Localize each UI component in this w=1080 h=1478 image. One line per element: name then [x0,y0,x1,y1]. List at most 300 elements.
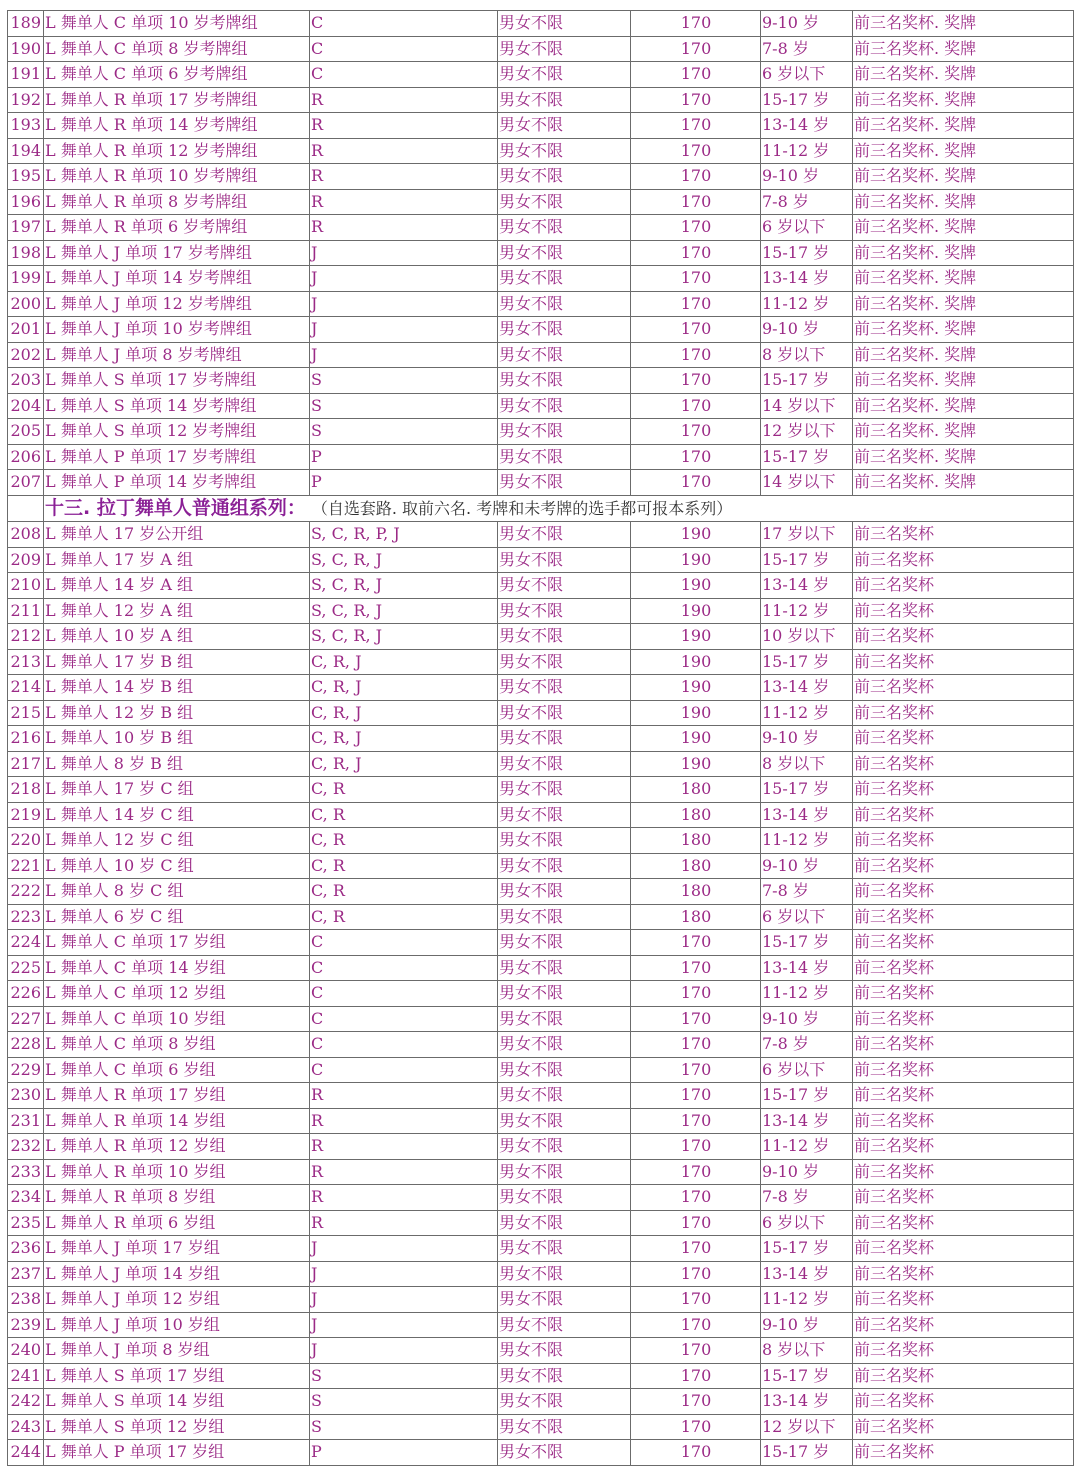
event-number-cell: 219 [8,802,44,828]
table-row [8,138,1074,164]
age-range-cell: 15-17 岁 [761,777,853,803]
award-cell: 前三名奖杯. 奖牌 [853,240,1074,266]
entry-fee-cell: 170 [631,368,761,394]
event-number-cell: 198 [8,240,44,266]
event-name-cell: L 舞单人 14 岁 C 组 [44,802,310,828]
award-cell: 前三名奖杯 [853,649,1074,675]
award-cell: 前三名奖杯 [853,1210,1074,1236]
dance-codes-cell: J [310,266,498,292]
gender-rule-cell: 男女不限 [498,955,631,981]
dance-codes-cell: R [310,215,498,241]
dance-codes-cell: J [310,1236,498,1262]
age-range-cell: 13-14 岁 [761,1108,853,1134]
entry-fee-cell: 170 [631,1363,761,1389]
award-cell: 前三名奖杯 [853,1032,1074,1058]
section-header [8,495,1074,522]
dance-codes-cell: C [310,1057,498,1083]
table-row [8,189,1074,215]
age-range-cell: 11-12 岁 [761,598,853,624]
entry-fee-cell: 170 [631,291,761,317]
event-name-cell: L 舞单人 C 单项 6 岁考牌组 [44,62,310,88]
event-number-cell: 226 [8,981,44,1007]
age-range-cell: 7-8 岁 [761,879,853,905]
entry-fee-cell: 170 [631,470,761,496]
age-range-cell: 6 岁以下 [761,215,853,241]
event-name-cell: L 舞单人 12 岁 C 组 [44,828,310,854]
dance-codes-cell: C, R [310,777,498,803]
event-name-cell: L 舞单人 R 单项 14 岁考牌组 [44,113,310,139]
dance-codes-cell: P [310,444,498,470]
event-name-cell: L 舞单人 J 单项 10 岁考牌组 [44,317,310,343]
age-range-cell: 13-14 岁 [761,113,853,139]
table-row [8,879,1074,905]
table-row [8,853,1074,879]
age-range-cell: 11-12 岁 [761,700,853,726]
event-number-cell: 231 [8,1108,44,1134]
table-row [8,1440,1074,1466]
age-range-cell: 15-17 岁 [761,930,853,956]
event-name-cell: L 舞单人 S 单项 17 岁组 [44,1363,310,1389]
table-row [8,598,1074,624]
dance-codes-cell: C, R, J [310,751,498,777]
event-rows-top [8,11,1074,496]
award-cell: 前三名奖杯 [853,853,1074,879]
entry-fee-cell: 190 [631,751,761,777]
dance-codes-cell: C, R, J [310,675,498,701]
event-name-cell: L 舞单人 8 岁 B 组 [44,751,310,777]
gender-rule-cell: 男女不限 [498,700,631,726]
table-row [8,904,1074,930]
award-cell: 前三名奖杯 [853,1236,1074,1262]
gender-rule-cell: 男女不限 [498,1032,631,1058]
award-cell: 前三名奖杯 [853,955,1074,981]
event-name-cell: L 舞单人 R 单项 6 岁组 [44,1210,310,1236]
award-cell: 前三名奖杯 [853,1261,1074,1287]
award-cell: 前三名奖杯 [853,675,1074,701]
entry-fee-cell: 170 [631,11,761,37]
dance-codes-cell: C, R [310,853,498,879]
gender-rule-cell: 男女不限 [498,1083,631,1109]
dance-codes-cell: S, C, R, J [310,624,498,650]
award-cell: 前三名奖杯 [853,1414,1074,1440]
dance-codes-cell: R [310,1210,498,1236]
dance-codes-cell: C [310,981,498,1007]
entry-fee-cell: 170 [631,138,761,164]
table-row [8,444,1074,470]
event-name-cell: L 舞单人 J 单项 12 岁组 [44,1287,310,1313]
event-number-cell: 223 [8,904,44,930]
age-range-cell: 15-17 岁 [761,649,853,675]
dance-codes-cell: S [310,1414,498,1440]
entry-fee-cell: 170 [631,393,761,419]
table-row [8,726,1074,752]
dance-codes-cell: C [310,955,498,981]
award-cell: 前三名奖杯 [853,1134,1074,1160]
dance-codes-cell: S [310,1363,498,1389]
event-name-cell: L 舞单人 C 单项 8 岁组 [44,1032,310,1058]
table-row [8,1261,1074,1287]
entry-fee-cell: 170 [631,981,761,1007]
dance-codes-cell: R [310,1108,498,1134]
gender-rule-cell: 男女不限 [498,87,631,113]
age-range-cell: 11-12 岁 [761,138,853,164]
event-number-cell: 242 [8,1389,44,1415]
gender-rule-cell: 男女不限 [498,1338,631,1364]
age-range-cell: 7-8 岁 [761,189,853,215]
section-blank-cell [8,495,44,522]
award-cell: 前三名奖杯 [853,1338,1074,1364]
gender-rule-cell: 男女不限 [498,1108,631,1134]
award-cell: 前三名奖杯 [853,1312,1074,1338]
award-cell: 前三名奖杯 [853,1389,1074,1415]
award-cell: 前三名奖杯. 奖牌 [853,36,1074,62]
award-cell: 前三名奖杯 [853,751,1074,777]
gender-rule-cell: 男女不限 [498,981,631,1007]
age-range-cell: 12 岁以下 [761,419,853,445]
award-cell: 前三名奖杯 [853,981,1074,1007]
table-row [8,828,1074,854]
event-number-cell: 222 [8,879,44,905]
gender-rule-cell: 男女不限 [498,649,631,675]
entry-fee-cell: 170 [631,342,761,368]
table-row [8,36,1074,62]
award-cell: 前三名奖杯. 奖牌 [853,342,1074,368]
dance-codes-cell: R [310,87,498,113]
dance-codes-cell: C [310,11,498,37]
event-number-cell: 234 [8,1185,44,1211]
age-range-cell: 9-10 岁 [761,164,853,190]
event-name-cell: L 舞单人 J 单项 14 岁组 [44,1261,310,1287]
table-row [8,1185,1074,1211]
age-range-cell: 15-17 岁 [761,1363,853,1389]
dance-codes-cell: R [310,1134,498,1160]
entry-fee-cell: 170 [631,87,761,113]
event-name-cell: L 舞单人 S 单项 12 岁考牌组 [44,419,310,445]
gender-rule-cell: 男女不限 [498,62,631,88]
award-cell: 前三名奖杯 [853,1159,1074,1185]
event-name-cell: L 舞单人 J 单项 12 岁考牌组 [44,291,310,317]
award-cell: 前三名奖杯 [853,700,1074,726]
age-range-cell: 7-8 岁 [761,36,853,62]
age-range-cell: 13-14 岁 [761,1389,853,1415]
award-cell: 前三名奖杯. 奖牌 [853,266,1074,292]
event-number-cell: 207 [8,470,44,496]
entry-fee-cell: 170 [631,317,761,343]
event-number-cell: 204 [8,393,44,419]
event-number-cell: 236 [8,1236,44,1262]
entry-fee-cell: 190 [631,573,761,599]
gender-rule-cell: 男女不限 [498,266,631,292]
event-number-cell: 230 [8,1083,44,1109]
table-row [8,547,1074,573]
entry-fee-cell: 170 [631,1261,761,1287]
entry-fee-cell: 170 [631,1057,761,1083]
event-number-cell: 209 [8,547,44,573]
dance-codes-cell: P [310,470,498,496]
table-row [8,1032,1074,1058]
table-row [8,981,1074,1007]
gender-rule-cell: 男女不限 [498,36,631,62]
event-name-cell: L 舞单人 J 单项 10 岁组 [44,1312,310,1338]
age-range-cell: 9-10 岁 [761,1006,853,1032]
event-number-cell: 215 [8,700,44,726]
table-row [8,291,1074,317]
event-number-cell: 241 [8,1363,44,1389]
table-row [8,1287,1074,1313]
event-name-cell: L 舞单人 14 岁 B 组 [44,675,310,701]
event-number-cell: 196 [8,189,44,215]
entry-fee-cell: 170 [631,1287,761,1313]
event-number-cell: 195 [8,164,44,190]
age-range-cell: 15-17 岁 [761,1236,853,1262]
gender-rule-cell: 男女不限 [498,624,631,650]
table-row [8,573,1074,599]
gender-rule-cell: 男女不限 [498,470,631,496]
table-row [8,87,1074,113]
table-row [8,675,1074,701]
table-row [8,266,1074,292]
event-number-cell: 197 [8,215,44,241]
award-cell: 前三名奖杯. 奖牌 [853,393,1074,419]
age-range-cell: 11-12 岁 [761,981,853,1007]
event-number-cell: 190 [8,36,44,62]
dance-codes-cell: C [310,1006,498,1032]
table-row [8,1236,1074,1262]
event-number-cell: 225 [8,955,44,981]
table-row [8,393,1074,419]
gender-rule-cell: 男女不限 [498,444,631,470]
entry-fee-cell: 170 [631,955,761,981]
table-row [8,470,1074,496]
event-name-cell: L 舞单人 R 单项 6 岁考牌组 [44,215,310,241]
event-name-cell: L 舞单人 8 岁 C 组 [44,879,310,905]
event-name-cell: L 舞单人 C 单项 6 岁组 [44,1057,310,1083]
dance-codes-cell: J [310,1312,498,1338]
award-cell: 前三名奖杯. 奖牌 [853,291,1074,317]
award-cell: 前三名奖杯. 奖牌 [853,138,1074,164]
event-number-cell: 210 [8,573,44,599]
award-cell: 前三名奖杯 [853,828,1074,854]
event-name-cell: L 舞单人 R 单项 12 岁考牌组 [44,138,310,164]
award-cell: 前三名奖杯 [853,522,1074,548]
event-number-cell: 228 [8,1032,44,1058]
age-range-cell: 14 岁以下 [761,393,853,419]
dance-codes-cell: C [310,930,498,956]
event-name-cell: L 舞单人 C 单项 8 岁考牌组 [44,36,310,62]
gender-rule-cell: 男女不限 [498,1261,631,1287]
event-number-cell: 235 [8,1210,44,1236]
event-number-cell: 220 [8,828,44,854]
event-name-cell: L 舞单人 S 单项 17 岁考牌组 [44,368,310,394]
dance-codes-cell: R [310,164,498,190]
event-name-cell: L 舞单人 12 岁 B 组 [44,700,310,726]
entry-fee-cell: 170 [631,1083,761,1109]
event-rows-bottom [8,522,1074,1466]
event-number-cell: 213 [8,649,44,675]
event-name-cell: L 舞单人 R 单项 8 岁考牌组 [44,189,310,215]
event-name-cell: L 舞单人 P 单项 17 岁组 [44,1440,310,1466]
table-row [8,1108,1074,1134]
entry-fee-cell: 180 [631,904,761,930]
gender-rule-cell: 男女不限 [498,726,631,752]
age-range-cell: 14 岁以下 [761,470,853,496]
age-range-cell: 15-17 岁 [761,1440,853,1466]
entry-fee-cell: 190 [631,700,761,726]
award-cell: 前三名奖杯 [853,547,1074,573]
table-row [8,317,1074,343]
event-name-cell: L 舞单人 12 岁 A 组 [44,598,310,624]
table-row [8,11,1074,37]
award-cell: 前三名奖杯 [853,1363,1074,1389]
event-number-cell: 203 [8,368,44,394]
entry-fee-cell: 190 [631,522,761,548]
gender-rule-cell: 男女不限 [498,291,631,317]
event-number-cell: 194 [8,138,44,164]
entry-fee-cell: 190 [631,547,761,573]
event-name-cell: L 舞单人 S 单项 12 岁组 [44,1414,310,1440]
event-number-cell: 205 [8,419,44,445]
event-name-cell: L 舞单人 R 单项 8 岁组 [44,1185,310,1211]
event-number-cell: 189 [8,11,44,37]
event-name-cell: L 舞单人 C 单项 17 岁组 [44,930,310,956]
event-number-cell: 191 [8,62,44,88]
entry-fee-cell: 190 [631,675,761,701]
entry-fee-cell: 170 [631,1185,761,1211]
age-range-cell: 11-12 岁 [761,828,853,854]
entry-fee-cell: 170 [631,215,761,241]
award-cell: 前三名奖杯 [853,802,1074,828]
section-title: 十三. 拉丁舞单人普通组系列： [45,496,306,519]
dance-codes-cell: S [310,1389,498,1415]
table-row [8,1159,1074,1185]
entry-fee-cell: 170 [631,1312,761,1338]
award-cell: 前三名奖杯 [853,598,1074,624]
event-number-cell: 229 [8,1057,44,1083]
event-name-cell: L 舞单人 17 岁 B 组 [44,649,310,675]
event-name-cell: L 舞单人 J 单项 17 岁考牌组 [44,240,310,266]
event-name-cell: L 舞单人 17 岁 C 组 [44,777,310,803]
dance-codes-cell: S [310,368,498,394]
event-number-cell: 224 [8,930,44,956]
dance-codes-cell: C [310,62,498,88]
age-range-cell: 15-17 岁 [761,368,853,394]
entry-fee-cell: 170 [631,1210,761,1236]
award-cell: 前三名奖杯 [853,1057,1074,1083]
entry-fee-cell: 170 [631,1414,761,1440]
entry-fee-cell: 170 [631,419,761,445]
gender-rule-cell: 男女不限 [498,751,631,777]
event-name-cell: L 舞单人 S 单项 14 岁组 [44,1389,310,1415]
age-range-cell: 15-17 岁 [761,547,853,573]
age-range-cell: 13-14 岁 [761,955,853,981]
dance-codes-cell: C, R [310,904,498,930]
dance-codes-cell: J [310,240,498,266]
event-number-cell: 208 [8,522,44,548]
table-row [8,419,1074,445]
age-range-cell: 7-8 岁 [761,1032,853,1058]
award-cell: 前三名奖杯 [853,1185,1074,1211]
entry-fee-cell: 170 [631,1236,761,1262]
entry-fee-cell: 170 [631,266,761,292]
event-number-cell: 232 [8,1134,44,1160]
event-number-cell: 216 [8,726,44,752]
gender-rule-cell: 男女不限 [498,930,631,956]
gender-rule-cell: 男女不限 [498,317,631,343]
award-cell: 前三名奖杯 [853,624,1074,650]
entry-fee-cell: 170 [631,1032,761,1058]
event-name-cell: L 舞单人 C 单项 14 岁组 [44,955,310,981]
dance-codes-cell: R [310,1083,498,1109]
table-row [8,1210,1074,1236]
award-cell: 前三名奖杯. 奖牌 [853,470,1074,496]
gender-rule-cell: 男女不限 [498,1185,631,1211]
gender-rule-cell: 男女不限 [498,1414,631,1440]
event-name-cell: L 舞单人 J 单项 17 岁组 [44,1236,310,1262]
gender-rule-cell: 男女不限 [498,573,631,599]
gender-rule-cell: 男女不限 [498,828,631,854]
entry-fee-cell: 170 [631,189,761,215]
dance-codes-cell: R [310,189,498,215]
gender-rule-cell: 男女不限 [498,1006,631,1032]
age-range-cell: 8 岁以下 [761,342,853,368]
gender-rule-cell: 男女不限 [498,1312,631,1338]
event-number-cell: 244 [8,1440,44,1466]
entry-fee-cell: 180 [631,828,761,854]
event-number-cell: 212 [8,624,44,650]
award-cell: 前三名奖杯 [853,879,1074,905]
award-cell: 前三名奖杯. 奖牌 [853,113,1074,139]
award-cell: 前三名奖杯 [853,1287,1074,1313]
dance-codes-cell: C, R, J [310,726,498,752]
event-name-cell: L 舞单人 R 单项 14 岁组 [44,1108,310,1134]
table-row [8,368,1074,394]
event-number-cell: 237 [8,1261,44,1287]
entry-fee-cell: 180 [631,777,761,803]
age-range-cell: 13-14 岁 [761,675,853,701]
table-row [8,930,1074,956]
table-row [8,1312,1074,1338]
dance-codes-cell: S, C, R, P, J [310,522,498,548]
gender-rule-cell: 男女不限 [498,598,631,624]
dance-codes-cell: J [310,1261,498,1287]
table-row [8,215,1074,241]
award-cell: 前三名奖杯 [853,1083,1074,1109]
table-row [8,1134,1074,1160]
age-range-cell: 9-10 岁 [761,853,853,879]
event-number-cell: 217 [8,751,44,777]
age-range-cell: 6 岁以下 [761,1210,853,1236]
section-note: （自选套路. 取前六名. 考牌和未考牌的选手都可报本系列） [319,498,733,518]
table-row [8,240,1074,266]
event-number-cell: 200 [8,291,44,317]
entry-fee-cell: 170 [631,1134,761,1160]
dance-codes-cell: C, R [310,802,498,828]
event-number-cell: 239 [8,1312,44,1338]
gender-rule-cell: 男女不限 [498,547,631,573]
gender-rule-cell: 男女不限 [498,802,631,828]
table-row [8,751,1074,777]
event-number-cell: 221 [8,853,44,879]
dance-codes-cell: R [310,1185,498,1211]
award-cell: 前三名奖杯. 奖牌 [853,215,1074,241]
dance-codes-cell: J [310,342,498,368]
gender-rule-cell: 男女不限 [498,113,631,139]
age-range-cell: 11-12 岁 [761,1287,853,1313]
age-range-cell: 13-14 岁 [761,802,853,828]
event-number-cell: 206 [8,444,44,470]
gender-rule-cell: 男女不限 [498,853,631,879]
gender-rule-cell: 男女不限 [498,1236,631,1262]
